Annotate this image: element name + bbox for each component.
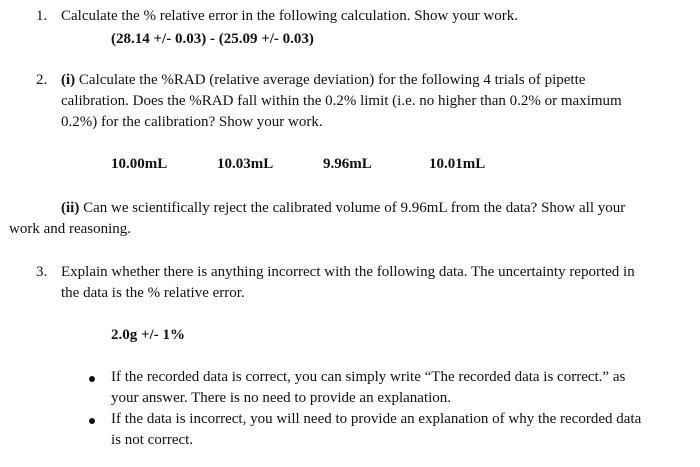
q2-part-i-line-1 — [61, 70, 585, 91]
q2-trial-3: 9.96mL — [323, 156, 372, 172]
q2-number: 2. — [36, 72, 48, 88]
q3-number: 3. — [36, 264, 48, 280]
bullet-icon — [89, 418, 95, 424]
q2-part-ii-label: (ii) — [61, 200, 80, 216]
q2-part-i-text: Calculate the %RAD (relative average deviation) for the following 4 trials of pipette — [75, 72, 586, 88]
q3-data-value: 2.0g +/- 1% — [111, 327, 185, 343]
q1-text: Calculate the % relative error in the following calculation. Show your work. — [61, 8, 518, 24]
q2-part-ii-line-2: work and reasoning. — [9, 221, 132, 237]
q2-trial-4: 10.01mL — [429, 156, 486, 172]
q2-part-i-label: (i) — [61, 72, 76, 88]
q2-trial-1: 10.00mL — [111, 156, 168, 172]
q3-bullet-1-line-2: your answer. There is no need to provide an explanation. — [111, 390, 452, 406]
q3-bullet-1-line-1: If the recorded data is correct, you can simply write “The recorded data is correct.” as — [111, 369, 626, 385]
q2-part-i-line-2: calibration. Does the %RAD fall within the 0.2% limit (i.e. no higher than 0.2% or maximum — [61, 93, 622, 109]
q3-bullet-2-line-2: is not correct. — [111, 432, 194, 448]
q2-part-ii-text: Can we scientifically reject the calibrated volume of 9.96mL from the data? Show all your — [79, 200, 626, 216]
q2-part-ii-line-1 — [61, 198, 625, 219]
q3-line-2: the data is the % relative error. — [61, 285, 245, 301]
q2-trial-2: 10.03mL — [217, 156, 274, 172]
bullet-icon — [89, 376, 95, 382]
q3-bullet-2-line-1: If the data is incorrect, you will need to provide an explanation of why the recorded data — [111, 411, 642, 427]
q2-part-i-line-3: 0.2%) for the calibration? Show your work. — [61, 114, 323, 130]
q1-expression: (28.14 +/- 0.03) - (25.09 +/- 0.03) — [111, 31, 314, 47]
q3-line-1: Explain whether there is anything incorrect with the following data. The uncertainty reported in — [61, 264, 635, 280]
q1-number: 1. — [36, 8, 48, 24]
